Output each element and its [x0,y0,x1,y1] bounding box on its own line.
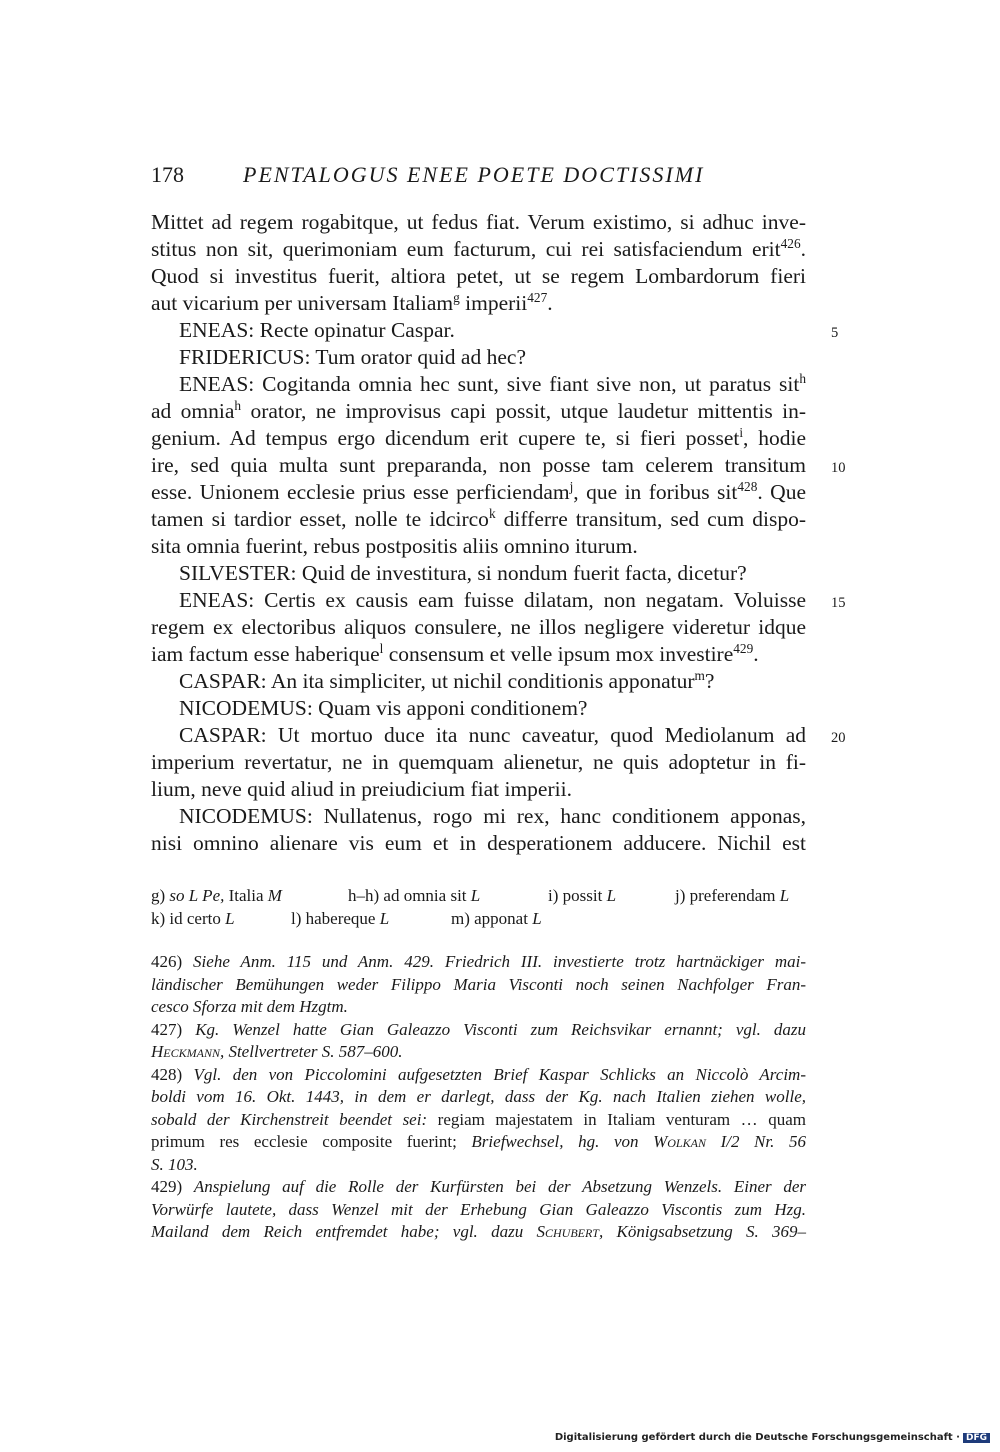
footnote-line: sobald der Kirchenstreit beendet sei: regiam majestatem in Italiam venturam … quam [151,1109,806,1129]
text-line: genium. Ad tempus ergo dicendum erit cupere te, si fieri posset$^i$, hodie [151,424,806,450]
text-line: imperium revertatur, ne in quemquam alienetur, ne quis adoptetur in fi- [151,750,806,774]
footnote-426: 426) Siehe Anm. 115 und Anm. 429. Friedrich III. investierte trotz hartnäckiger mai- [151,952,806,971]
text-line: CASPAR: An ita simpliciter, ut nichil conditionis apponatur$^m$? [179,667,715,693]
text-line: CASPAR: Ut mortuo duce ita nunc caveatur, quod Mediolanum ad [179,723,806,747]
text-line: ENEAS: Certis ex causis eam fuisse dilatam, non negatam. Voluisse [179,588,806,612]
text-line: esse. Unionem ecclesie prius esse perficiendam$^j$, que in foribus sit$^{428}$. Que [151,478,806,504]
text-line: FRIDERICUS: Tum orator quid ad hec? [179,345,526,369]
text-line: nisi omnino alienare vis eum et in desperationem adducere. Nichil est [151,831,806,855]
text-line: ENEAS: Cogitanda omnia hec sunt, sive fiant sive non, ut paratus sit$^h$ [179,370,806,396]
apparatus-entry-j: j) preferendam L [675,886,790,905]
text-line: SILVESTER: Quid de investitura, si nondum fuerit facta, dicetur? [179,561,747,585]
dfg-logo: DFG [963,1433,990,1443]
text-line: NICODEMUS: Nullatenus, rogo mi rex, hanc conditionem apponas, [179,804,806,828]
apparatus-line [151,907,806,930]
text-line: ad omnia$^h$ orator, ne improvisus capi possit, utque laudetur mittentis in- [151,397,806,423]
apparatus-entry-g: g) so L Pe, Italia M [151,886,282,905]
text-line: lium, neve quid aliud in preiudicium fiat imperii. [151,777,572,801]
line-number: 10 [831,460,846,476]
footnote-line: primum res ecclesie composite fuerint; Briefwechsel, hg. von Wolkan I/2 Nr. 56 [151,1132,806,1151]
page-number: 178 [151,162,184,187]
footnote-427: 427) Kg. Wenzel hatte Gian Galeazzo Visconti zum Reichsvikar ernannt; vgl. dazu [151,1019,806,1039]
text-line: sita omnia fuerint, rebus postpositis aliis omnino iturum. [151,534,638,558]
line-number: 5 [831,325,839,341]
footnote-line: Heckmann, Stellvertreter S. 587–600. [151,1042,403,1061]
text-line: NICODEMUS: Quam vis apponi conditionem? [179,696,588,720]
footnote-line: cesco Sforza mit dem Hzgtm. [151,997,348,1016]
apparatus-entry-h: h–h) ad omnia sit L [348,886,481,905]
text-line: Mittet ad regem rogabitque, ut fedus fiat. Verum existimo, si adhuc inve- [151,210,806,234]
digitization-note [555,1432,990,1443]
text-line: stitus non sit, querimoniam eum facturum, cui rei satisfaciendum erit$^{426}$. [151,235,806,261]
footnote-line: S. 103. [151,1154,198,1174]
digitization-text: Digitalisierung gefördert durch die Deutsche Forschungsgemeinschaft · [554,1432,960,1443]
text-line: regem ex electoribus aliquos consulere, ne illos negligere videretur idque [151,615,806,639]
text-line: tamen si tardior esset, nolle te idcirco$^k$ differre transitum, sed cum dispo- [151,505,807,531]
apparatus-entry-i: i) possit L [548,886,617,905]
footnote-428: 428) Vgl. den von Piccolomini aufgesetzten Brief Kaspar Schlicks an Niccolò Arcim- [151,1064,806,1084]
footnote-line: ländischer Bemühungen weder Filippo Maria Visconti noch seinen Nachfolger Fran- [151,974,806,994]
footnote-line: Mailand dem Reich entfremdet habe; vgl. dazu Schubert, Königsabsetzung S. 369– [151,1222,806,1241]
running-title: PENTALOGUS ENEE POETE DOCTISSIMI [243,162,705,187]
apparatus-entry-m: m) apponat L [451,909,542,928]
text-line: Quod si investitus fuerit, altiora petet, ut se regem Lombardorum fieri [151,264,806,288]
line-number: 15 [831,595,846,611]
footnote-429: 429) Anspielung auf die Rolle der Kurfürsten bei der Absetzung Wenzels. Einer der [151,1177,807,1196]
text-line: aut vicarium per universam Italiam$^g$ imperii$^{427}$. [151,289,553,315]
footnote-line: Vorwürfe lautete, dass Wenzel mit der Erhebung Gian Galeazzo Viscontis zum Hzg. [151,1199,806,1219]
page-header [151,162,811,192]
apparatus-entry-k: k) id certo L [151,909,235,928]
apparatus-entry-l: l) habereque L [291,909,390,928]
footnote-line: boldi vom 16. Okt. 1443, in dem er darlegt, dass der Kg. nach Italien ziehen wolle, [151,1087,806,1106]
text-line: iam factum esse haberique$^l$ consensum et velle ipsum mox investire$^{429}$. [151,640,759,666]
text-line: ire, sed quia multa sunt preparanda, non posse tam celerem transitum [151,453,806,477]
line-number: 20 [831,730,846,746]
text-line: ENEAS: Recte opinatur Caspar. [179,318,455,342]
apparatus-line [151,884,806,907]
